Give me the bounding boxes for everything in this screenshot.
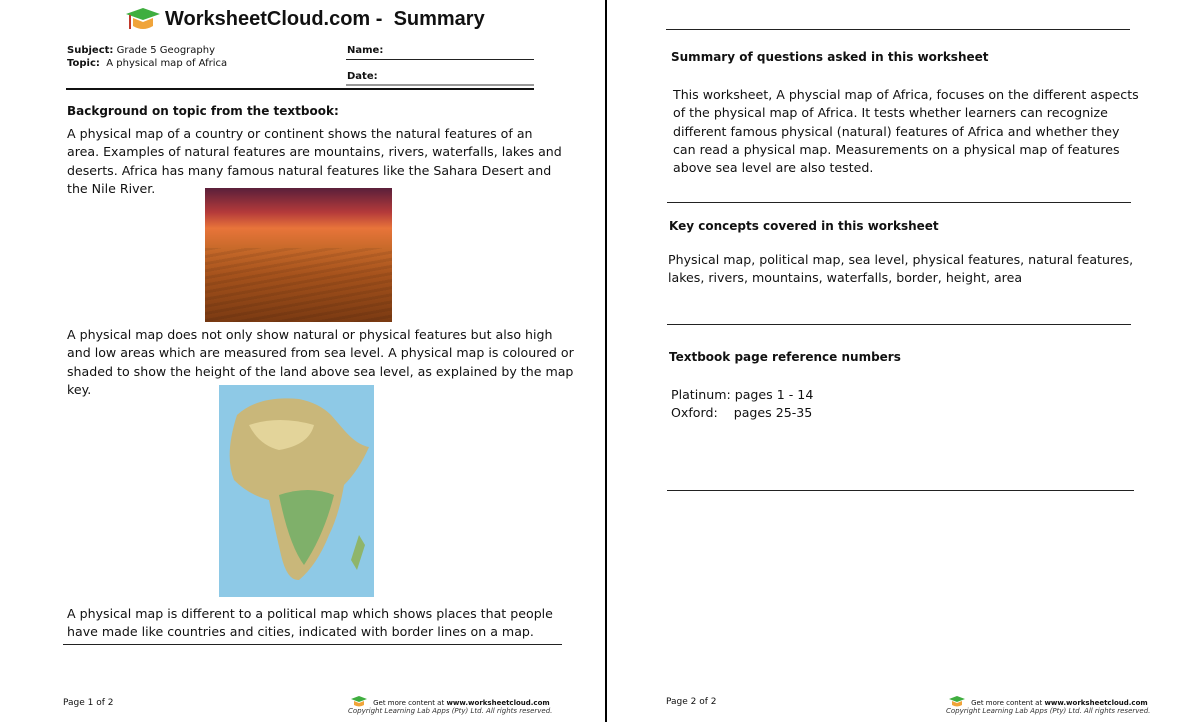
paragraph-2: A physical map does not only show natural or physical features but also high and low areas which are measured from sea level. A physical map is coloured or shaded to show the height of the land above sea level, as explained by the map key. <box>67 327 574 397</box>
copyright: Copyright Learning Lab Apps (Pty) Ltd. All rights reserved. <box>348 707 553 715</box>
topic-line: Topic: A physical map of Africa <box>67 58 228 69</box>
key-concepts-text: Physical map, political map, sea level, physical features, natural features, lakes, rivers, mountains, waterfalls, border, height, area <box>668 252 1134 286</box>
rule <box>667 490 1134 491</box>
graduation-cap-logo-icon <box>124 6 162 32</box>
footer-2: Get more content at www.worksheetcloud.com Copyright Learning Lab Apps (Pty) Ltd. All rights reserved. <box>948 690 1150 715</box>
page-number: Page 1 of 2 <box>63 698 114 708</box>
background-heading: Background on topic from the textbook: <box>67 104 339 118</box>
subject-line: Subject: Grade 5 Geography <box>67 45 216 56</box>
key-concepts-heading: Key concepts covered in this worksheet <box>669 219 939 233</box>
reference-platinum: Platinum: pages 1 - 14 <box>671 387 814 402</box>
header-rule <box>66 88 534 90</box>
summary-heading: Summary of questions asked in this worksheet <box>671 50 989 64</box>
paragraph-1: A physical map of a country or continent shows the natural features of an area. Examples of natural features are mountains, rivers, waterfalls, lakes and deserts. Africa has many famous natural features like the Sahara Desert and the Nile River. <box>67 126 562 196</box>
africa-map-image <box>219 385 374 597</box>
name-label: Name: <box>347 45 384 56</box>
page-number: Page 2 of 2 <box>666 697 717 707</box>
date-label: Date: <box>347 71 378 82</box>
paragraph-3: A physical map is different to a political map which shows places that people have made like countries and cities, indicated with border lines on a map. <box>67 606 553 640</box>
rule <box>666 29 1130 30</box>
rule <box>667 324 1131 325</box>
footer-link[interactable]: www.worksheetcloud.com <box>446 699 550 707</box>
graduation-cap-icon <box>948 695 966 707</box>
date-field[interactable] <box>346 84 534 86</box>
textbook-heading: Textbook page reference numbers <box>669 350 901 364</box>
name-field[interactable] <box>346 59 534 60</box>
rule <box>667 202 1131 203</box>
graduation-cap-icon <box>350 695 368 707</box>
bottom-rule <box>63 644 562 645</box>
footer-link[interactable]: www.worksheetcloud.com <box>1044 699 1148 707</box>
desert-image <box>205 188 392 322</box>
footer-1: Get more content at www.worksheetcloud.com Copyright Learning Lab Apps (Pty) Ltd. All rights reserved. <box>350 690 552 715</box>
page-title: WorksheetCloud.com - Summary <box>165 8 485 30</box>
copyright: Copyright Learning Lab Apps (Pty) Ltd. All rights reserved. <box>946 707 1151 715</box>
page-divider <box>605 0 607 722</box>
reference-oxford: Oxford: pages 25-35 <box>671 405 813 420</box>
summary-text: This worksheet, A physcial map of Africa, focuses on the different aspects of the physical map of Africa. It tests whether learners can recognize different famous physical (natural) features of Africa and whether they can read a physical map. Measurements on a physical map of features above sea level are also tested. <box>673 87 1139 176</box>
